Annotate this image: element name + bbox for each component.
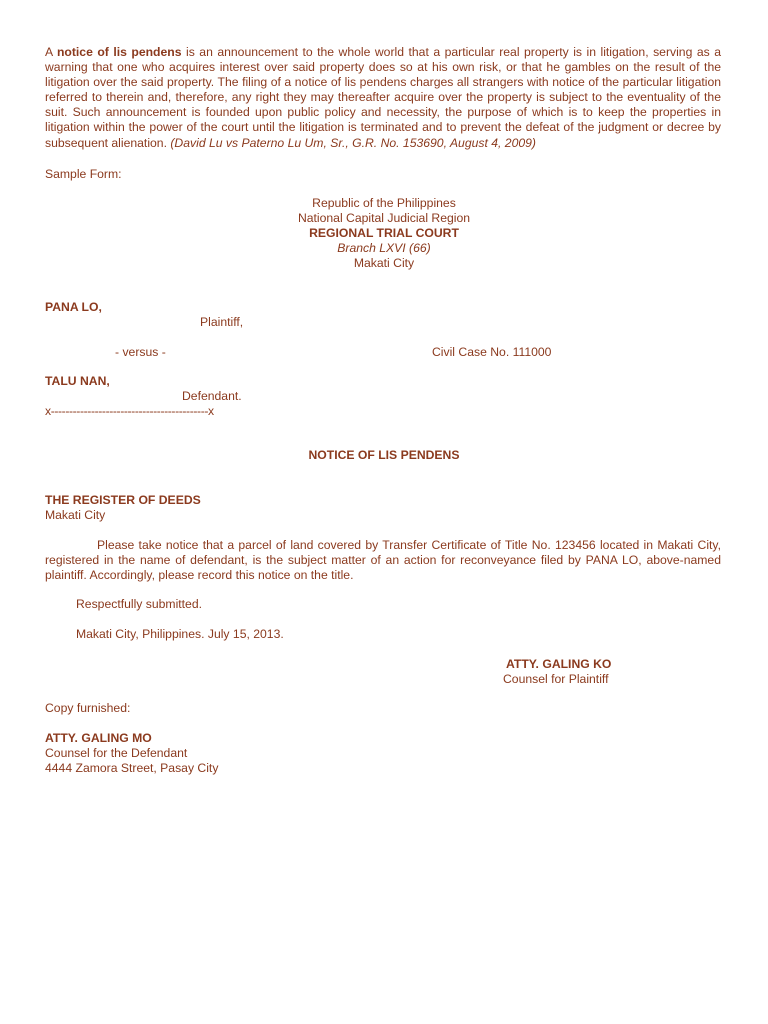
intro-article: A [45, 45, 53, 59]
sample-form-label: Sample Form: [45, 167, 122, 181]
copy-furnished-name: ATTY. GALING MO [45, 731, 152, 745]
intro-term: notice of lis pendens [56, 45, 182, 59]
intro-body: is an announcement to the whole world that a particular real property is in litigation, serving as a warning that one who acquires interest over said property does so at his own risk, or that he gambles on the result of the litigation over the said property. The filing of a notice of lis pendens charges all strangers with notice of the particular litigation referred to therein and, therefore, any right they may thereafter acquire over the property is subject to the eventuality of the suit. Such announcement is founded upon public policy and necessity, the purpose of which is to keep the properties in litigation within the power of the court until the litigation is terminated and to prevent the defeat of the judgment or decree by subsequent alienation. [45, 45, 721, 150]
court-city: Makati City [353, 256, 415, 270]
copy-furnished-address: 4444 Zamora Street, Pasay City [45, 761, 219, 775]
case-number: Civil Case No. 111000 [432, 345, 552, 359]
plaintiff-name: PANA LO, [45, 300, 102, 314]
court-region: National Capital Judicial Region [297, 211, 471, 225]
plaintiff-role: Plaintiff, [200, 315, 244, 329]
court-name: REGIONAL TRIAL COURT [309, 226, 459, 240]
court-republic: Republic of the Philippines [312, 196, 456, 210]
signatory-role: Counsel for Plaintiff [503, 672, 609, 686]
place-date: Makati City, Philippines. July 15, 2013. [76, 627, 284, 641]
closing-line: Respectfully submitted. [76, 597, 202, 611]
copy-furnished-label: Copy furnished: [45, 701, 131, 715]
caption-separator: x-------------------------------------------x [45, 404, 214, 418]
defendant-role: Defendant. [182, 389, 242, 403]
intro-paragraph [45, 45, 721, 151]
intro-citation: (David Lu vs Paterno Lu Um, Sr., G.R. No. 153690, August 4, 2009) [170, 135, 536, 150]
court-branch: Branch LXVI (66) [337, 241, 431, 255]
copy-furnished-role: Counsel for the Defendant [45, 746, 188, 760]
addressee-name: THE REGISTER OF DEEDS [45, 493, 201, 507]
signatory-name: ATTY. GALING KO [506, 657, 612, 671]
notice-title: NOTICE OF LIS PENDENS [308, 448, 460, 462]
notice-body-paragraph: Please take notice that a parcel of land covered by Transfer Certificate of Title No. 123456 located in Makati City, registered in the name of defendant, is the subject matter of an action for reconveyance filed by PANA LO, above-named plaintiff. Accordingly, please record this notice on the title. [45, 538, 721, 583]
defendant-name: TALU NAN, [45, 374, 110, 388]
versus-label: - versus - [115, 345, 166, 359]
addressee-city: Makati City [45, 508, 106, 522]
